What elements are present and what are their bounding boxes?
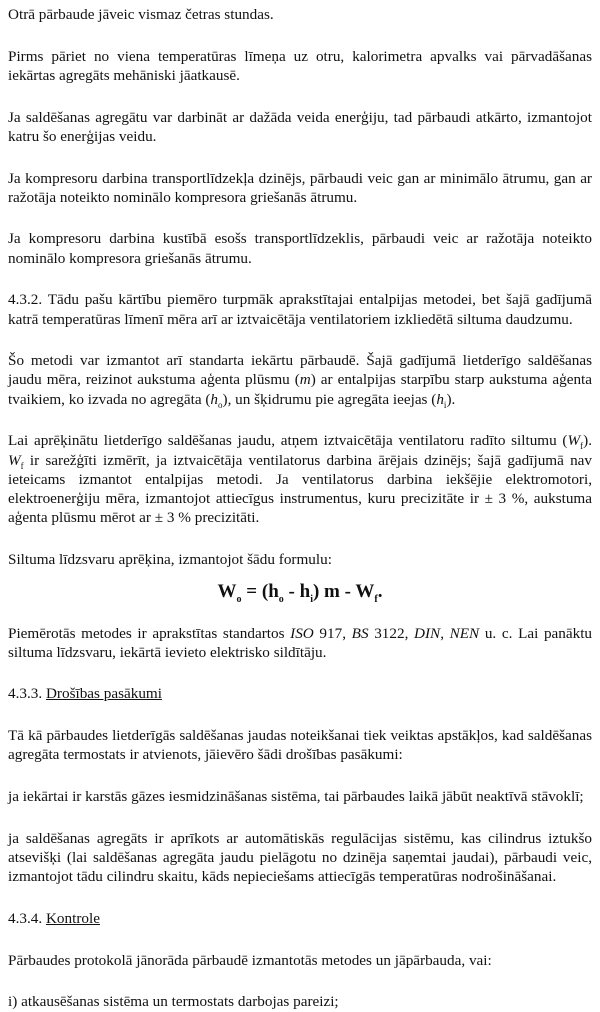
list-item: i) atkausēšanas sistēma un termostats darbojas pareizi; (8, 993, 339, 1011)
text: ). (583, 432, 592, 450)
subscript: i (443, 399, 447, 410)
text: ) ar entalpijas starpību starp aukstuma aģenta tvaikiem, ko izvada no agregāta ( (8, 371, 592, 408)
standard-bs: BS (351, 624, 369, 642)
paragraph: Ja kompresoru darbina kustībā esošs transportlīdzeklis, pārbaudi veic ar ražotāja noteikto nominālo kompresora griešanās ātrumu. (8, 230, 592, 267)
formula-part: = (h (241, 580, 279, 602)
text: ir sarežģīti izmērīt, ja iztvaicētāja ventilatorus darbina ārējais dzinējs; šajā gadījumā nav ieteicams izmantot entalpijas metodi. Ja ventilatorus darbina iekšējie elektromotori, elektroenerģiju mēra, izmantojot attiecīgus instrumentus, kuru precizitāte ir ± 3 %, aukstuma aģenta plūsmu mērot ar ± 3 % precizitāti. (8, 451, 592, 527)
subscript: f (374, 593, 378, 605)
paragraph: ja iekārtai ir karstās gāzes iesmidzināšanas sistēma, tai pārbaudes laikā jābūt neaktīvā stāvoklī; (8, 788, 584, 806)
text: Piemērotās metodes ir aprakstītas standartos (8, 624, 291, 642)
text: , (440, 624, 450, 642)
subscript: o (278, 593, 284, 605)
text: 3122, (368, 624, 415, 642)
section-number: 4.3.3. (8, 685, 46, 703)
standard-iso: ISO (290, 624, 314, 642)
paragraph: Ja saldēšanas agregātu var darbināt ar dažāda veida enerģiju, tad pārbaudi atkārto, izmantojot katru šo enerģijas veidu. (8, 108, 592, 145)
paragraph: Ja kompresoru darbina transportlīdzekļa dzinējs, pārbaudi veic gan ar minimālo ātrumu, gan ar ražotāja noteikto nominālo kompresora griešanās ātrumu. (8, 169, 592, 206)
subscript: i (310, 593, 313, 605)
paragraph: Pirms pāriet no viena temperatūras līmeņa uz otru, kalorimetra apvalks vai pārvadāšanas iekārtas agregāts mehāniski jāatkausē. (8, 47, 592, 84)
subscript: o (236, 593, 242, 605)
paragraph: Otrā pārbaude jāveic vismaz četras stundas. (8, 6, 274, 23)
paragraph (8, 624, 592, 662)
var-wf: W (567, 432, 581, 450)
paragraph: Pārbaudes protokolā jānorāda pārbaudē izmantotās metodes un jāpārbauda, vai: (8, 951, 492, 969)
section-number: 4.3.4. (8, 909, 46, 927)
paragraph (8, 431, 592, 527)
section-title: Drošības pasākumi (45, 685, 162, 703)
subscript: o (218, 399, 223, 410)
var-wf: W (8, 451, 21, 469)
paragraph: ja saldēšanas agregāts ir aprīkots ar automātiskās regulācijas sistēmu, kas cilindrus iztukšo atsevišķi (lai saldēšanas agregāta jaudu pielāgotu no dzinēja saņemtai jaudai), pārbaudi veic, izmantojot tādu cilindru skaitu, kāds nepieciešams attiecīgās temperatūras nodrošināšanai. (8, 829, 592, 886)
text: u. c. Lai panāktu siltuma līdzsvaru, iekārtā ievieto elektrisko sildītāju. (8, 624, 593, 661)
var-m: m (299, 371, 311, 389)
section-heading-4-3-4 (8, 909, 592, 928)
section-title: Kontrole (45, 909, 100, 927)
subscript: f (20, 460, 24, 471)
standard-din: DIN (414, 624, 441, 642)
text: Šo metodi var izmantot arī standarta iekārtu pārbaudē. Šajā gadījumā lietderīgo saldēšanas jaudu mēra, reizinot aukstuma aģenta plūsmu ( (8, 352, 592, 389)
subscript: f (580, 441, 584, 452)
standard-nen: NEN (449, 624, 480, 642)
formula-part: W (217, 580, 237, 602)
paragraph: Siltuma līdzsvaru aprēķina, izmantojot šādu formulu: (8, 550, 332, 568)
formula-part: ) m - W (312, 580, 375, 602)
var-ho: h (210, 390, 219, 408)
paragraph: Tā kā pārbaudes lietderīgās saldēšanas jaudas noteikšanai tiek veiktas apstākļos, kad saldēšanas agregāta termostats ir atvienots, jāievēro šādi drošības pasākumi: (8, 727, 592, 764)
var-hi: h (436, 390, 444, 408)
text: ). (446, 390, 456, 408)
text: ), un šķidrumu pie agregāta ieejas ( (222, 390, 437, 408)
formula-part: . (377, 580, 383, 602)
paragraph (8, 351, 592, 409)
section-heading-4-3-3 (8, 684, 592, 703)
formula-part: - h (283, 580, 311, 602)
text: 917, (313, 624, 352, 642)
section-4-3-2-paragraph: 4.3.2. Tādu pašu kārtību piemēro turpmāk aprakstītajai entalpijas metodei, bet šajā gadījumā katrā temperatūras līmenī mēra arī ar iztvaicētāja ventilatoriem izkliedētā siltuma daudzumu. (8, 291, 592, 328)
formula (8, 580, 592, 604)
text: Lai aprēķinātu lietderīgo saldēšanas jaudu, atņem iztvaicētāja ventilatoru radīto siltumu ( (8, 432, 568, 450)
